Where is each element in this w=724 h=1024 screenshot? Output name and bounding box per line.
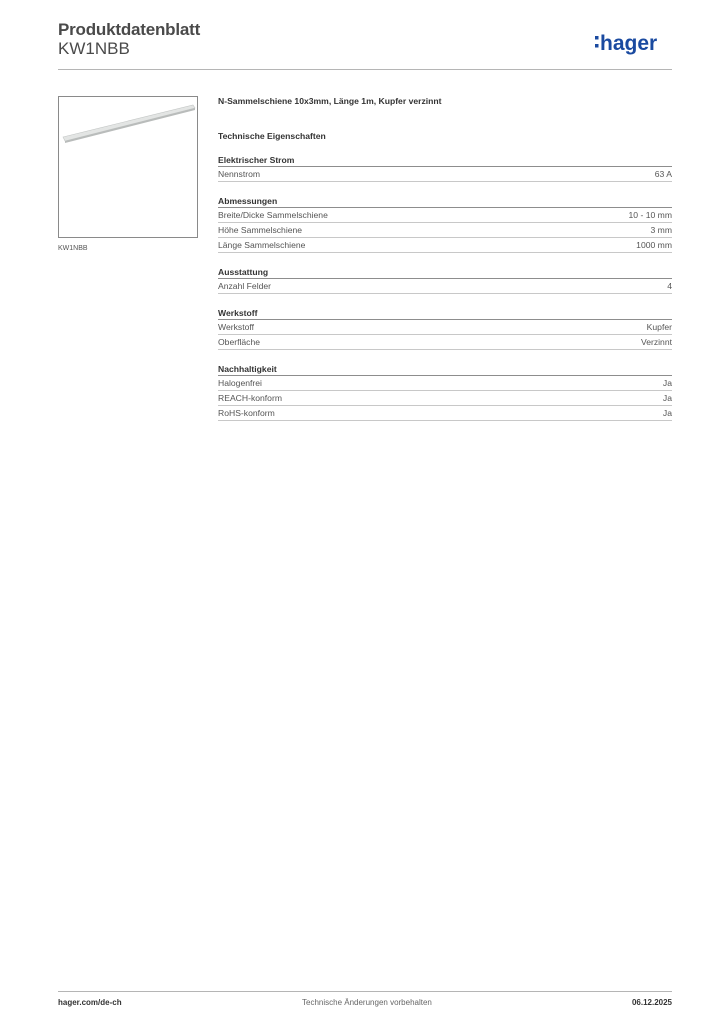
product-name: N-Sammelschiene 10x3mm, Länge 1m, Kupfer verzinnt bbox=[218, 96, 442, 106]
footer-note: Technische Änderungen vorbehalten bbox=[302, 998, 432, 1007]
spec-row bbox=[218, 335, 672, 350]
group-title: Elektrischer Strom bbox=[218, 155, 672, 167]
spec-label: REACH-konform bbox=[218, 393, 282, 403]
spec-value: Verzinnt bbox=[640, 337, 672, 347]
spec-value: 3 mm bbox=[650, 225, 672, 235]
group-title: Ausstattung bbox=[218, 267, 672, 279]
spec-content bbox=[218, 95, 672, 421]
spec-group-elektrischer-strom bbox=[218, 155, 672, 182]
spec-row bbox=[218, 376, 672, 391]
footer-url[interactable]: hager.com/de-ch bbox=[58, 998, 122, 1007]
spec-label: RoHS-konform bbox=[218, 408, 275, 418]
spec-group-abmessungen bbox=[218, 196, 672, 253]
spec-group-nachhaltigkeit bbox=[218, 364, 672, 421]
spec-row bbox=[218, 223, 672, 238]
spec-row bbox=[218, 279, 672, 294]
brand-wordmark: hager bbox=[600, 32, 658, 55]
group-title: Nachhaltigkeit bbox=[218, 364, 672, 376]
spec-label: Halogenfrei bbox=[218, 378, 262, 388]
spec-row bbox=[218, 406, 672, 421]
spec-label: Breite/Dicke Sammelschiene bbox=[218, 210, 328, 220]
spec-value: Ja bbox=[662, 408, 672, 418]
spec-value: Kupfer bbox=[646, 322, 672, 332]
spec-label: Nennstrom bbox=[218, 169, 261, 179]
section-heading: Technische Eigenschaften bbox=[218, 131, 326, 141]
footer-date: 06.12.2025 bbox=[631, 998, 672, 1007]
product-code: KW1NBB bbox=[58, 39, 130, 58]
spec-row bbox=[218, 320, 672, 335]
header-divider bbox=[58, 69, 672, 70]
spec-row bbox=[218, 238, 672, 253]
footer-divider bbox=[58, 991, 672, 992]
hager-logo bbox=[592, 26, 676, 60]
spec-label: Länge Sammelschiene bbox=[218, 240, 306, 250]
spec-value: 1000 mm bbox=[636, 240, 672, 250]
group-title: Werkstoff bbox=[218, 308, 672, 320]
group-title: Abmessungen bbox=[218, 196, 672, 208]
spec-label: Anzahl Felder bbox=[218, 281, 272, 291]
product-image bbox=[58, 96, 198, 238]
busbar-illustration bbox=[59, 97, 199, 239]
spec-value: 10 - 10 mm bbox=[628, 210, 672, 220]
spec-group-ausstattung bbox=[218, 267, 672, 294]
spec-row bbox=[218, 167, 672, 182]
spec-label: Höhe Sammelschiene bbox=[218, 225, 303, 235]
spec-value: Ja bbox=[662, 378, 672, 388]
spec-value: 63 A bbox=[654, 169, 672, 179]
spec-row bbox=[218, 208, 672, 223]
spec-group-werkstoff bbox=[218, 308, 672, 350]
spec-row bbox=[218, 391, 672, 406]
spec-value: 4 bbox=[667, 281, 672, 291]
spec-label: Werkstoff bbox=[218, 322, 254, 332]
image-caption: KW1NBB bbox=[58, 245, 88, 252]
page-title: Produktdatenblatt bbox=[58, 20, 201, 39]
spec-value: Ja bbox=[662, 393, 672, 403]
spec-label: Oberfläche bbox=[218, 337, 261, 347]
